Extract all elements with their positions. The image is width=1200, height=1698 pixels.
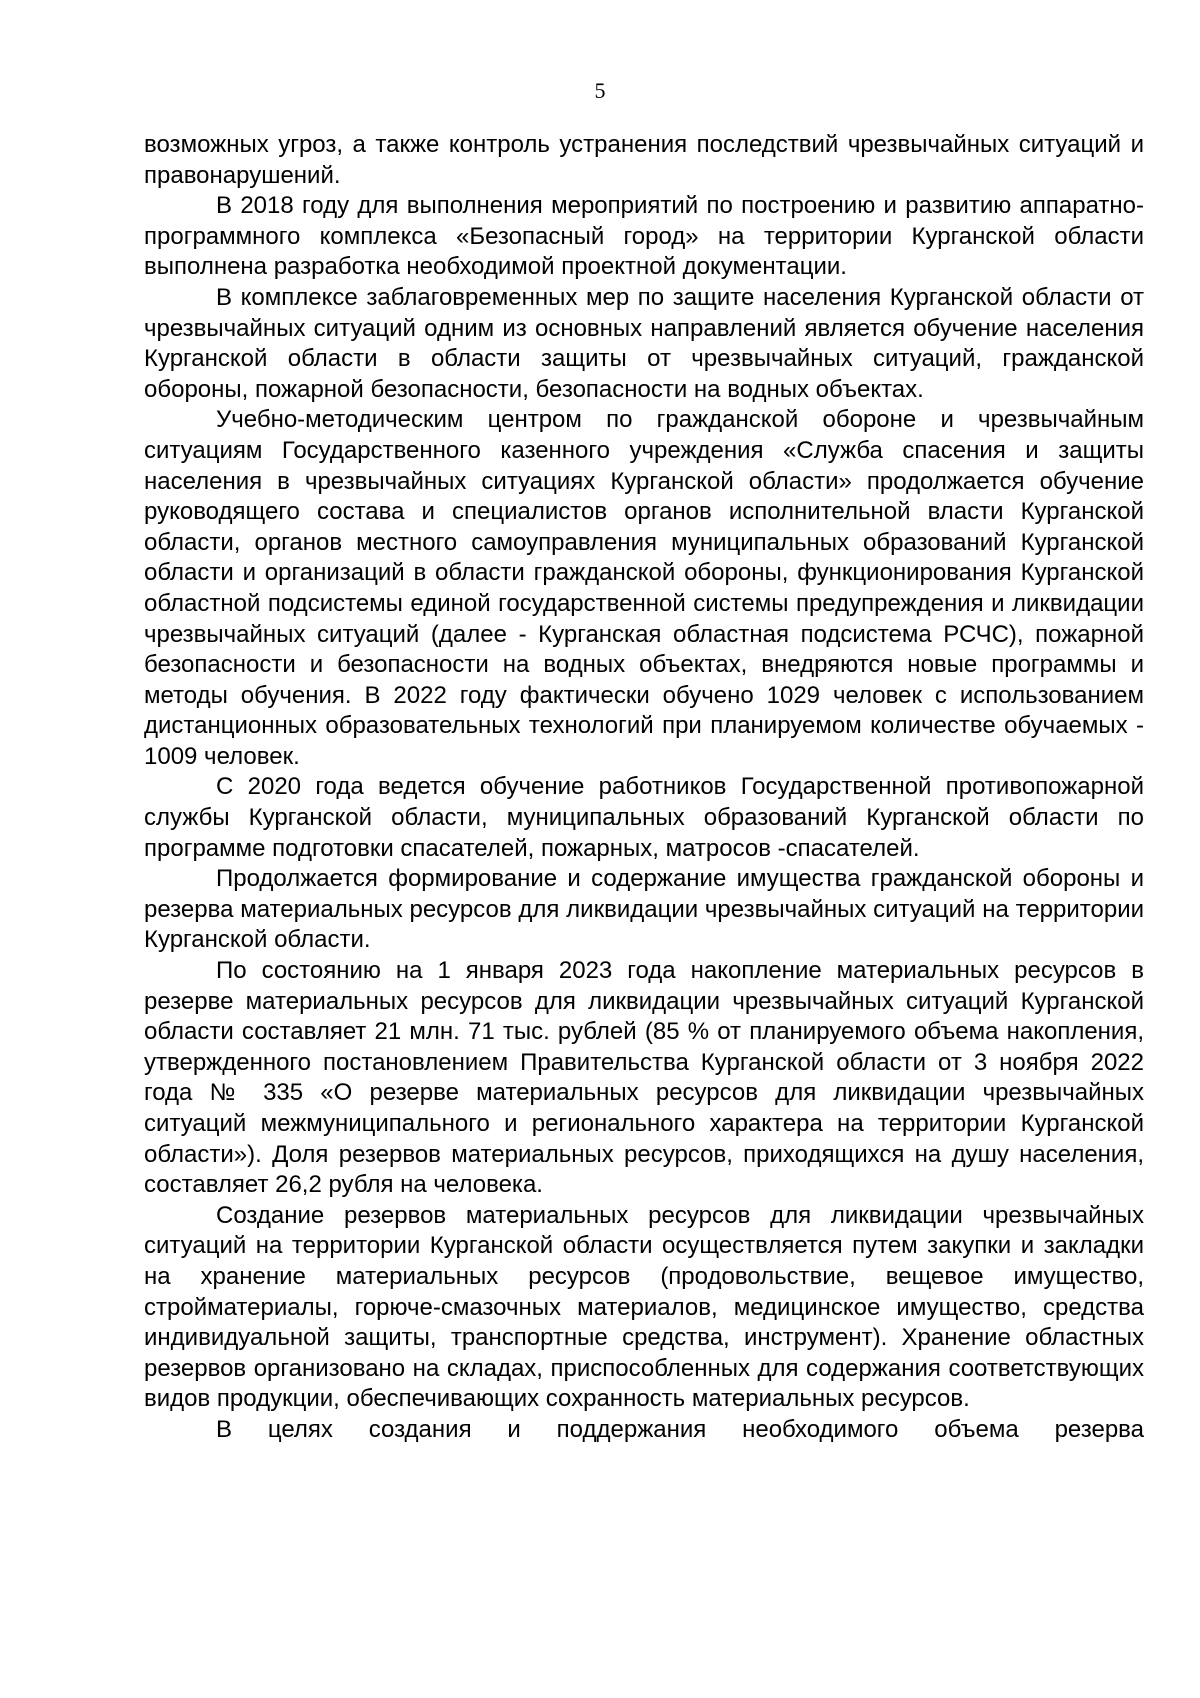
paragraph-civil-defense-property: Продолжается формирование и содержание имущества гражданской обороны и резерва материальных ресурсов для ликвидации чрезвычайных ситуаций на территории Курганской области. — [144, 865, 1144, 954]
paragraph-reserve-creation: Создание резервов материальных ресурсов для ликвидации чрезвычайных ситуаций на территории Курганской области осуществляется путем закупки и закладки на хранение материальных ресурсов (продовольствие, вещевое имущество, стройматериалы, горюче-смазочных материалов, медицинское имущество, средства индивидуальной защиты, транспортные средства, инструмент). Хранение областных резервов организовано на складах, приспособленных для содержания соответствующих видов продукции, обеспечивающих сохранность материальных ресурсов. — [144, 1201, 1144, 1413]
document-body — [144, 130, 1144, 1446]
paragraph-fire-service-training: С 2020 года ведется обучение работников Государственной противопожарной службы Курганской области, муниципальных образований Курганской области по программе подготовки спасателей, пожарных, матросов -спасателей. — [144, 773, 1144, 862]
paragraph-safe-city: В 2018 году для выполнения мероприятий по построению и развитию аппаратно-программного комплекса «Безопасный город» на территории Курганской области выполнена разработка необходимой проектной документации. — [144, 192, 1144, 281]
paragraph-threats-continuation: возможных угроз, а также контроль устранения последствий чрезвычайных ситуаций и правонарушений. — [144, 131, 1144, 189]
paragraph-reserve-maintenance: В целях создания и поддержания необходимого объема резерва — [216, 1415, 1144, 1443]
paragraph-reserve-status: По состоянию на 1 января 2023 года накопление материальных ресурсов в резерве материальных ресурсов для ликвидации чрезвычайных ситуаций Курганской области составляет 21 млн. 71 тыс. рублей (85 % от планируемого объема накопления, утвержденного постановлением Правительства Курганской области от 3 ноября 2022 года № 335 «О резерве материальных ресурсов для ликвидации чрезвычайных ситуаций межмуниципального и регионального характера на территории Курганской области»). Доля резервов материальных ресурсов, приходящихся на душу населения, составляет 26,2 рубля на человека. — [144, 957, 1144, 1199]
paragraph-training-center: Учебно-методическим центром по гражданской обороне и чрезвычайным ситуациям Государственного казенного учреждения «Служба спасения и защиты населения в чрезвычайных ситуациях Курганской области» продолжается обучение руководящего состава и специалистов органов исполнительной власти Курганской области, органов местного самоуправления муниципальных образований Курганской области и организаций в области гражданской обороны, функционирования Курганской областной подсистемы единой государственной системы предупреждения и ликвидации чрезвычайных ситуаций (далее - Курганская областная подсистема РСЧС), пожарной безопасности и безопасности на водных объектах, внедряются новые программы и методы обучения. В 2022 году фактически обучено 1029 человек с использованием дистанционных образовательных технологий при планируемом количестве обучаемых - 1009 человек. — [144, 406, 1144, 770]
paragraph-population-training: В комплексе заблаговременных мер по защите населения Курганской области от чрезвычайных ситуаций одним из основных направлений является обучение населения Курганской области в области защиты от чрезвычайных ситуаций, гражданской обороны, пожарной безопасности, безопасности на водных объектах. — [144, 283, 1144, 403]
page-number: 5 — [594, 78, 606, 103]
